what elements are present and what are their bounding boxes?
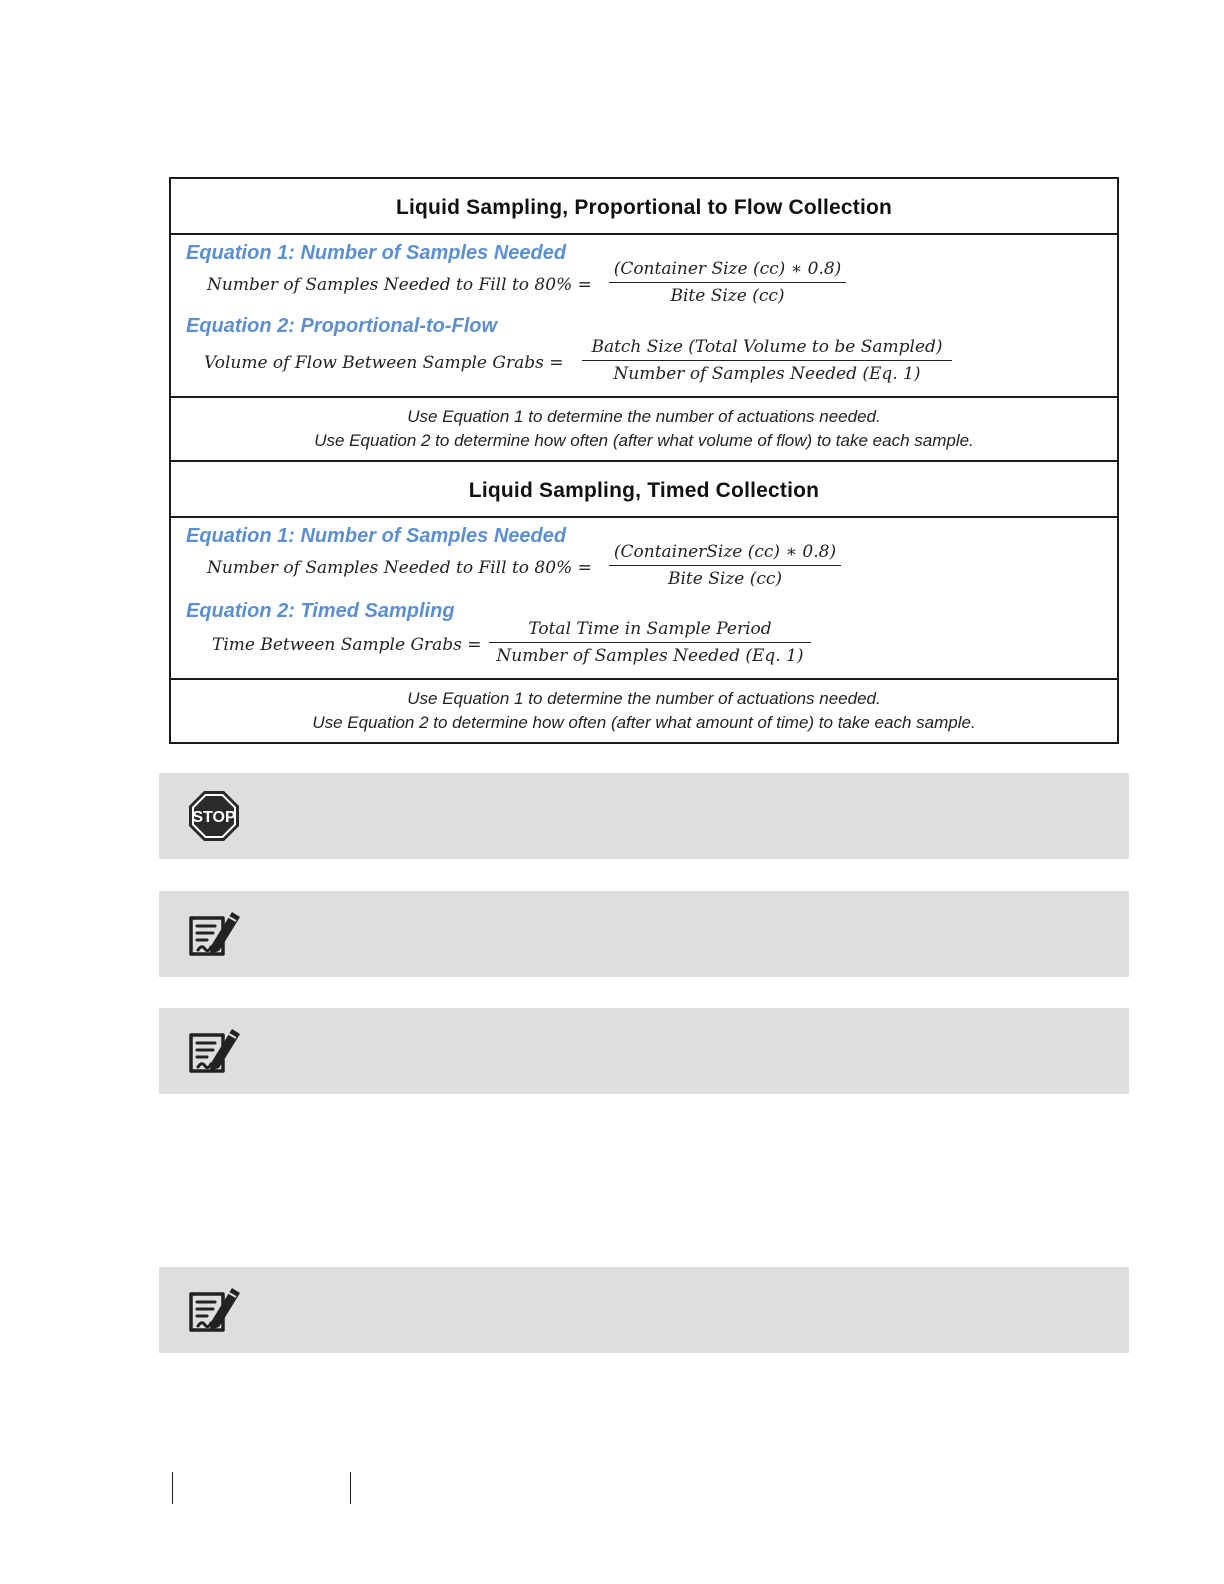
equation-2-fraction — [584, 337, 950, 384]
usage-note-flow — [171, 398, 1117, 462]
equation-2-heading: Equation 2: Proportional-to-Flow — [186, 315, 498, 337]
stop-sign-icon — [185, 788, 243, 844]
footer-divider — [350, 1472, 351, 1504]
equation-1-heading: Equation 1: Number of Samples Needed — [186, 242, 567, 264]
equation-1-numerator: (ContainerSize (cc) ∗ 0.8) — [613, 542, 837, 562]
note-pen-icon — [185, 1282, 243, 1338]
note-callout — [159, 891, 1129, 977]
note-callout — [159, 1008, 1129, 1094]
equation-2-numerator: Batch Size (Total Volume to be Sampled) — [591, 337, 943, 357]
equation-1-lhs: Number of Samples Needed to Fill to 80% = — [207, 558, 592, 578]
section-title-timed: Liquid Sampling, Timed Collection — [171, 462, 1117, 518]
note-callout — [159, 1267, 1129, 1353]
footer-divider — [172, 1472, 173, 1504]
stop-callout — [159, 773, 1129, 859]
equation-1-numerator: (Container Size (cc) ∗ 0.8) — [613, 259, 842, 279]
stop-sign-label: STOP — [192, 809, 236, 826]
note-pen-icon — [185, 906, 243, 962]
equation-1-denominator: Bite Size (cc) — [609, 565, 841, 589]
equation-2-lhs: Time Between Sample Grabs = — [212, 635, 482, 655]
note-pen-icon — [185, 1023, 243, 1079]
usage-note-line-1: Use Equation 1 to determine the number of actuations needed. — [407, 689, 881, 708]
usage-note-line-1: Use Equation 1 to determine the number of actuations needed. — [407, 407, 881, 426]
equation-1-fraction — [611, 259, 844, 306]
equation-2-denominator: Number of Samples Needed (Eq. 1) — [582, 360, 952, 384]
equation-block-timed — [171, 518, 1117, 680]
equation-1-fraction — [611, 542, 839, 589]
usage-note-line-2: Use Equation 2 to determine how often (after what volume of flow) to take each sample. — [314, 431, 974, 450]
section-title-flow: Liquid Sampling, Proportional to Flow Collection — [171, 179, 1117, 235]
equation-1-denominator: Bite Size (cc) — [609, 282, 846, 306]
equation-2-lhs: Volume of Flow Between Sample Grabs = — [204, 353, 564, 373]
equation-2-numerator: Total Time in Sample Period — [528, 619, 772, 639]
equation-2-heading: Equation 2: Timed Sampling — [186, 600, 455, 622]
equation-1-lhs: Number of Samples Needed to Fill to 80% = — [207, 275, 592, 295]
equation-1-heading: Equation 1: Number of Samples Needed — [186, 525, 567, 547]
equation-2-fraction — [491, 619, 809, 666]
equation-2-denominator: Number of Samples Needed (Eq. 1) — [489, 642, 811, 666]
equation-block-flow — [171, 235, 1117, 398]
usage-note-line-2: Use Equation 2 to determine how often (after what amount of time) to take each sample. — [312, 713, 976, 732]
usage-note-timed — [171, 680, 1117, 742]
equations-table — [169, 177, 1119, 744]
